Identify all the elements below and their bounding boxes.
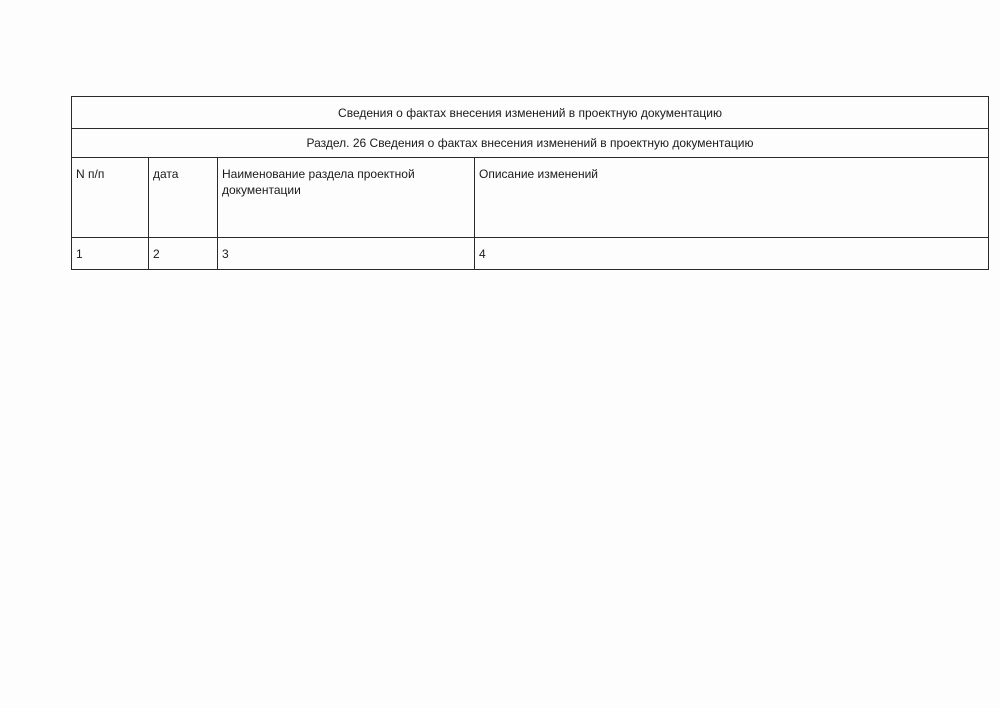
section-heading: Раздел. 26 Сведения о фактах внесения изменений в проектную документацию bbox=[72, 129, 989, 158]
changes-table bbox=[71, 96, 989, 270]
column-header-date: дата bbox=[149, 158, 218, 238]
column-header-number: N п/п bbox=[72, 158, 149, 238]
table-section-row bbox=[72, 129, 989, 158]
numbering-cell: 3 bbox=[218, 238, 475, 270]
column-header-section-name: Наименование раздела проектной документации bbox=[218, 158, 475, 238]
table-header-row bbox=[72, 158, 989, 238]
numbering-cell: 4 bbox=[475, 238, 989, 270]
table-title: Сведения о фактах внесения изменений в проектную документацию bbox=[72, 97, 989, 129]
numbering-cell: 2 bbox=[149, 238, 218, 270]
table-row bbox=[72, 238, 989, 270]
table-title-row bbox=[72, 97, 989, 129]
column-header-description: Описание изменений bbox=[475, 158, 989, 238]
numbering-cell: 1 bbox=[72, 238, 149, 270]
